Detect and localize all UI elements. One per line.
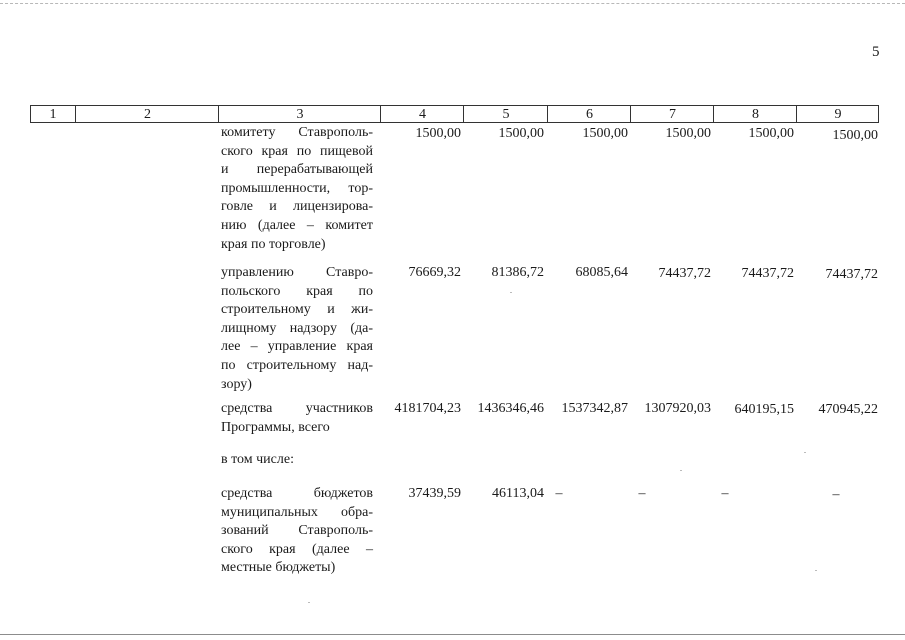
desc-line: муниципальных обра- <box>221 504 373 520</box>
desc-line: Программы, всего <box>221 419 330 435</box>
value-col-8: 640195,15 <box>734 402 794 417</box>
scan-speck <box>804 452 806 453</box>
row-description <box>221 451 373 470</box>
value-col-4: 4181704,23 <box>394 401 461 416</box>
desc-line: лищному надзору (да- <box>221 320 373 336</box>
desc-line: зору) <box>221 376 252 392</box>
desc-line: лее – управление края <box>221 339 373 355</box>
value-col-6: 1537342,87 <box>561 401 628 416</box>
desc-line: польского края по <box>221 283 373 299</box>
value-col-6: – <box>555 486 563 501</box>
header-cell-5: 5 <box>463 106 548 122</box>
table-header-row <box>30 105 879 123</box>
desc-line: комитету Ставрополь- <box>221 125 373 140</box>
desc-line: нию (далее – комитет <box>221 217 373 233</box>
desc-line: местные бюджеты) <box>221 560 336 576</box>
header-cell-3: 3 <box>218 106 381 122</box>
desc-line: ского края (далее – <box>221 541 373 557</box>
row-description <box>221 485 373 578</box>
value-col-4: 1500,00 <box>415 126 461 141</box>
value-col-7: 74437,72 <box>658 266 711 281</box>
desc-line: строительному и жи- <box>221 302 373 318</box>
header-cell-7: 7 <box>630 106 714 122</box>
value-col-9: 470945,22 <box>818 402 878 417</box>
desc-line: в том числе: <box>221 452 294 467</box>
desc-line: средства бюджетов <box>221 486 373 501</box>
value-col-5: 1436346,46 <box>477 401 544 416</box>
header-cell-4: 4 <box>380 106 464 122</box>
value-col-5: 46113,04 <box>492 486 544 501</box>
value-col-9: – <box>832 487 840 502</box>
value-col-7: 1500,00 <box>665 126 711 141</box>
value-col-8: 74437,72 <box>741 266 794 281</box>
header-cell-6: 6 <box>547 106 631 122</box>
desc-line: промышленности, тор- <box>221 180 373 196</box>
value-col-9: 1500,00 <box>832 128 878 143</box>
desc-line: края по торговле) <box>221 236 326 252</box>
value-col-6: 1500,00 <box>582 126 628 141</box>
value-col-4: 37439,59 <box>408 486 461 501</box>
desc-line: по строительному над- <box>221 357 373 373</box>
value-col-5: 81386,72 <box>491 265 544 280</box>
scan-edge-bottom <box>0 634 905 635</box>
page-number: 5 <box>872 44 880 60</box>
value-col-8: 1500,00 <box>748 126 794 141</box>
desc-line: говле и лицензирова- <box>221 199 373 215</box>
scan-speck <box>510 292 512 293</box>
desc-line: средства участников <box>221 401 373 416</box>
desc-line: управлению Ставро- <box>221 265 373 280</box>
scan-edge-top <box>0 3 905 4</box>
header-cell-9: 9 <box>796 106 879 122</box>
value-col-8: – <box>721 486 729 501</box>
row-description <box>221 264 373 394</box>
value-col-7: 1307920,03 <box>644 401 711 416</box>
scan-speck <box>308 602 310 603</box>
row-description <box>221 400 373 437</box>
value-col-6: 68085,64 <box>575 265 628 280</box>
scan-speck <box>815 570 817 571</box>
row-description <box>221 124 373 254</box>
scan-speck <box>680 470 682 471</box>
desc-line: ского края по пищевой <box>221 143 373 159</box>
header-cell-2: 2 <box>75 106 219 122</box>
desc-line: зований Ставрополь- <box>221 523 373 539</box>
header-cell-1: 1 <box>49 107 57 122</box>
value-col-7: – <box>638 486 646 501</box>
desc-line: и перерабатывающей <box>221 162 373 178</box>
value-col-5: 1500,00 <box>498 126 544 141</box>
value-col-4: 76669,32 <box>408 265 461 280</box>
value-col-9: 74437,72 <box>825 267 878 282</box>
header-cell-8: 8 <box>713 106 797 122</box>
